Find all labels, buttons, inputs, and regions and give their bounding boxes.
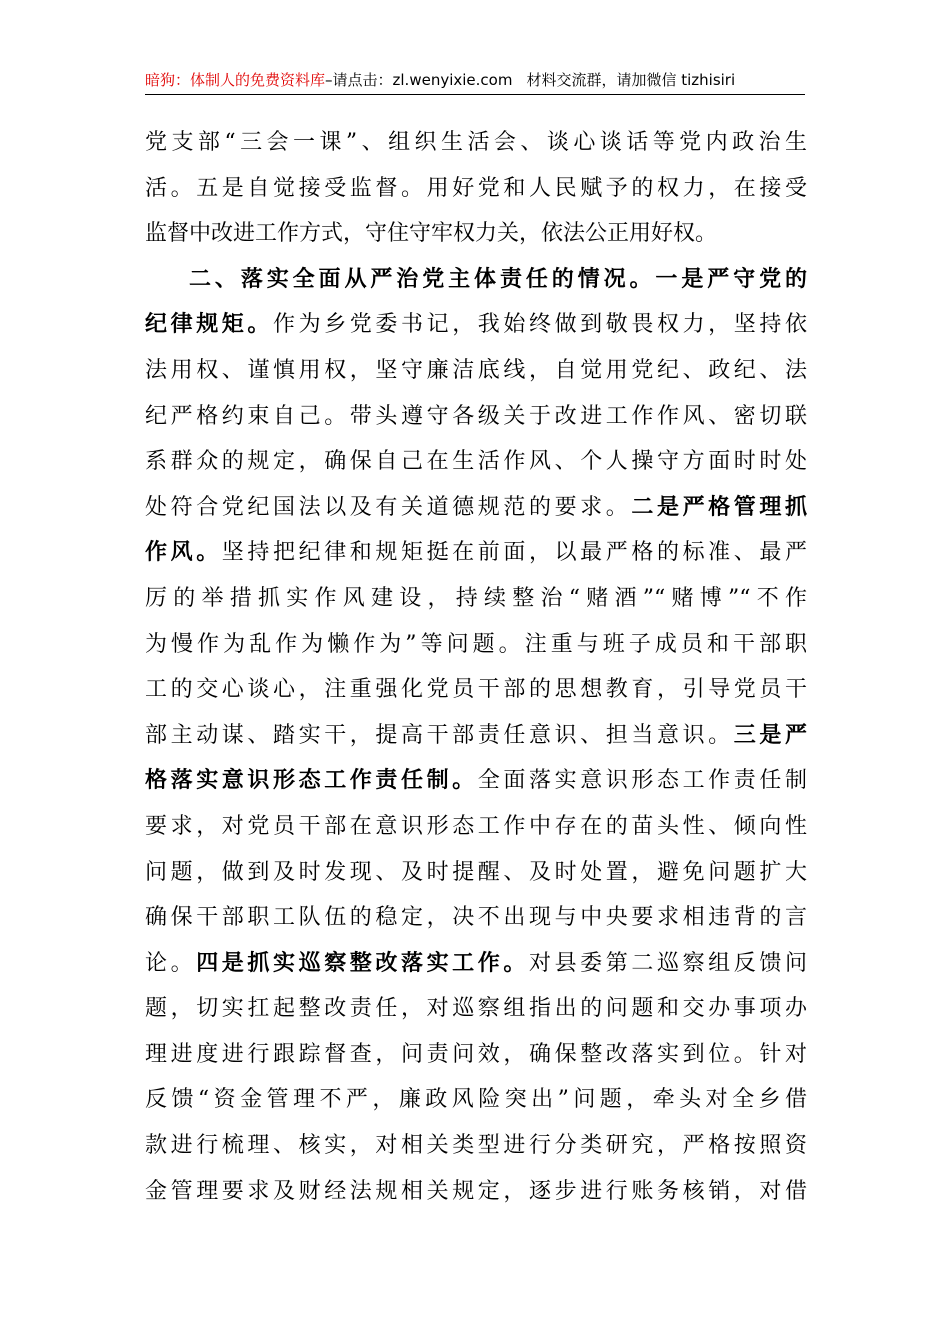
text-run: 法用权、谨慎用权，坚守廉洁底线，自觉用党纪、政纪、法 xyxy=(145,357,807,383)
text-line xyxy=(145,576,807,622)
header-link[interactable]: –请点击：zl.wenyixie.com xyxy=(325,71,513,89)
text-run: 处符合党纪国法以及有关道德规范的要求。 xyxy=(145,494,632,520)
bold-text-run: 三是严 xyxy=(733,722,807,748)
bold-text-run: 四是抓实巡察整改落实工作。 xyxy=(196,950,529,976)
text-line xyxy=(145,1077,807,1123)
text-line xyxy=(145,120,807,166)
text-run: 全面落实意识形态工作责任制 xyxy=(477,768,807,794)
text-line xyxy=(145,622,807,668)
text-line xyxy=(145,758,807,804)
text-line xyxy=(145,713,807,759)
text-line xyxy=(145,895,807,941)
text-line xyxy=(145,1123,807,1169)
text-line xyxy=(145,530,807,576)
text-run: 理进度进行跟踪督查，问责问效，确保整改落实到位。针对 xyxy=(145,1041,807,1067)
header-site-name: 暗狗：体制人的免费资料库 xyxy=(145,71,326,89)
text-run: 要求，对党员干部在意识形态工作中存在的苗头性、倾向性 xyxy=(145,813,807,839)
page-header xyxy=(145,66,805,95)
header-wechat: 材料交流群，请加微信 tizhisiri xyxy=(526,71,736,89)
text-run: 反馈“资金管理不严，廉政风险突出”问题，牵头对全乡借 xyxy=(145,1087,807,1113)
text-line xyxy=(145,439,807,485)
text-run: 工的交心谈心，注重强化党员干部的思想教育，引导党员干 xyxy=(145,677,807,703)
text-run: 题，切实扛起整改责任，对巡察组指出的问题和交办事项办 xyxy=(145,996,807,1022)
text-line xyxy=(145,302,807,348)
text-line xyxy=(145,257,807,303)
text-line xyxy=(145,941,807,987)
bold-text-run: 纪律规矩。 xyxy=(145,312,273,338)
text-run: 确保干部职工队伍的稳定，决不出现与中央要求相违背的言 xyxy=(145,905,807,931)
text-line xyxy=(145,804,807,850)
bold-text-run: 作风。 xyxy=(145,540,222,566)
text-run: 监督中改进工作方式，守住守牢权力关，依法公正用好权。 xyxy=(145,221,718,247)
text-run: 纪严格约束自己。带头遵守各级关于改进工作作风、密切联 xyxy=(145,403,807,429)
text-line xyxy=(145,211,807,257)
text-run: 部主动谋、踏实干，提高干部责任意识、担当意识。 xyxy=(145,722,734,748)
text-run: 为慢作为乱作为懒作为”等问题。注重与班子成员和干部职 xyxy=(145,631,807,657)
document-body xyxy=(145,120,807,1214)
text-line xyxy=(145,986,807,1032)
text-run: 对县委第二巡察组反馈问 xyxy=(528,950,807,976)
text-run: 厉的举措抓实作风建设，持续整治“赌酒”“赌博”“不作 xyxy=(145,585,807,611)
bold-text-run: 二是严格管理抓 xyxy=(631,494,807,520)
text-line xyxy=(145,166,807,212)
text-run: 活。五是自觉接受监督。用好党和人民赋予的权力，在接受 xyxy=(145,175,807,201)
text-run: 问题，做到及时发现、及时提醒、及时处置，避免问题扩大 xyxy=(145,859,807,885)
text-line xyxy=(145,485,807,531)
text-line xyxy=(145,1169,807,1215)
text-run: 党支部“三会一课”、组织生活会、谈心谈话等党内政治生 xyxy=(145,130,807,155)
text-line xyxy=(145,394,807,440)
text-run: 系群众的规定，确保自己在生活作风、个人操守方面时时处 xyxy=(145,449,807,475)
text-run: 论。 xyxy=(145,950,197,976)
text-line xyxy=(145,850,807,896)
text-run: 款进行梳理、核实，对相关类型进行分类研究，严格按照资 xyxy=(145,1133,807,1159)
text-line xyxy=(145,1032,807,1078)
text-run: 坚持把纪律和规矩挺在前面，以最严格的标准、最严 xyxy=(221,540,807,566)
text-line xyxy=(145,667,807,713)
text-run: 金管理要求及财经法规相关规定，逐步进行账务核销，对借 xyxy=(145,1178,807,1204)
bold-text-run: 二、落实全面从严治党主体责任的情况。一是严守党的 xyxy=(189,266,807,292)
bold-text-run: 格落实意识形态工作责任制。 xyxy=(145,768,478,794)
text-line xyxy=(145,348,807,394)
text-run: 作为乡党委书记，我始终做到敬畏权力，坚持依 xyxy=(273,312,807,338)
